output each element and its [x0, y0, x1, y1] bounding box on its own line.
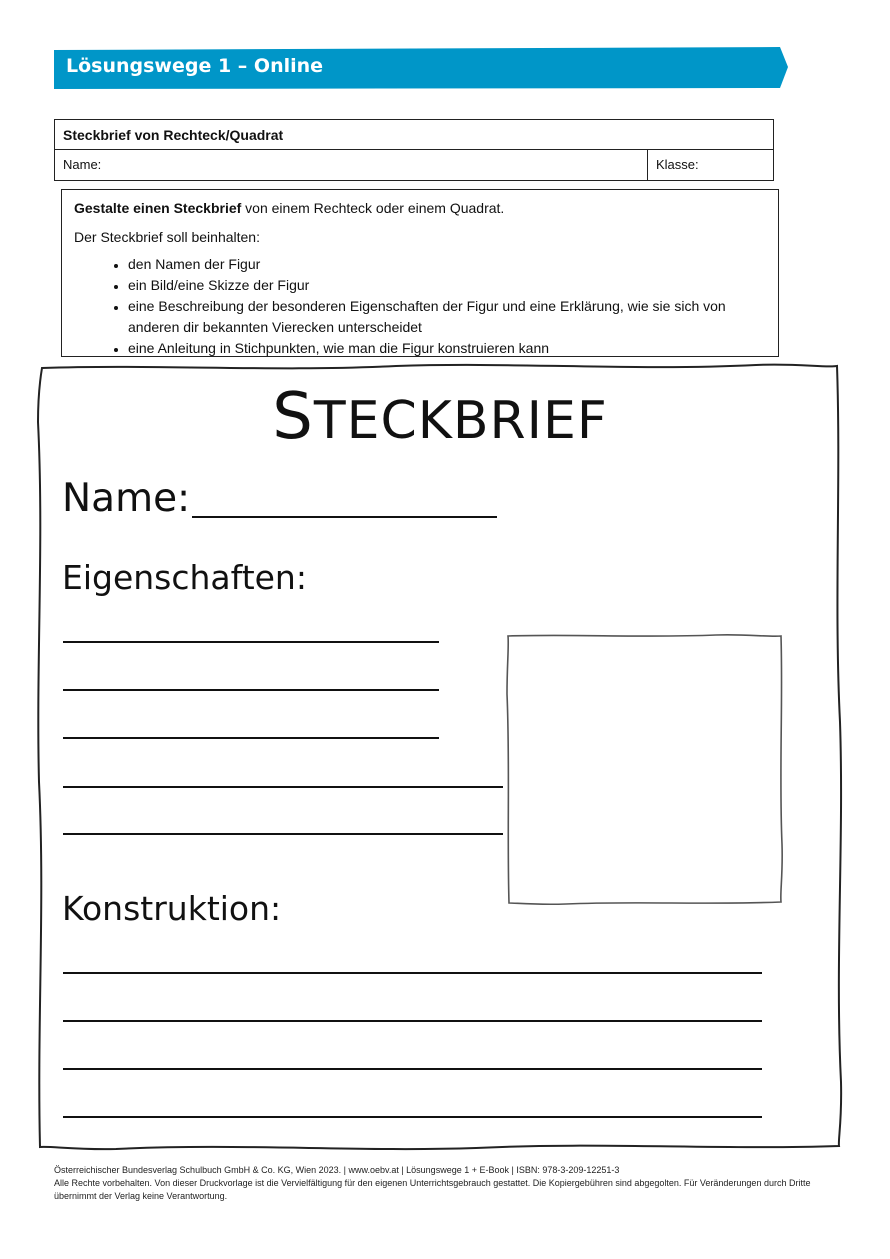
- task-list-item: • den Namen der Figur: [128, 254, 766, 275]
- header-title: Lösungswege 1 – Online: [66, 55, 324, 77]
- name-answer-line[interactable]: [192, 516, 497, 518]
- task-list-intro: Der Steckbrief soll beinhalten:: [74, 229, 260, 245]
- sketch-box-frame: [506, 634, 784, 906]
- task-intro: [74, 199, 766, 218]
- footer-rights: Alle Rechte vorbehalten. Von dieser Druckvorlage ist die Vervielfältigung für den eigenen Unterrichtsgebrauch gestattet. Die Kopiergebühren sind abgegolten. Für Veränderungen durch Dritte übernimmt der Verlag keine Verantwortung.: [54, 1178, 811, 1201]
- info-table: [54, 119, 774, 181]
- class-field[interactable]: Klasse:: [656, 157, 699, 172]
- poster-title-rest: TECKBRIEF: [313, 391, 608, 451]
- poster-title-first: S: [272, 380, 314, 454]
- task-box: [61, 189, 779, 357]
- poster-name-label: Name:: [62, 476, 191, 521]
- construction-answer-line[interactable]: [63, 972, 762, 974]
- properties-answer-line[interactable]: [63, 833, 503, 835]
- student-name-field[interactable]: Name:: [55, 150, 648, 180]
- footer-publisher: Österreichischer Bundesverlag Schulbuch GmbH & Co. KG, Wien 2023. | www.oebv.at | Lösungswege 1 + E-Book | ISBN: 978-3-209-12251-3: [54, 1165, 620, 1175]
- wanted-poster: [36, 362, 844, 1152]
- worksheet-title: Steckbrief von Rechteck/Quadrat: [55, 120, 773, 150]
- sketch-box[interactable]: [506, 634, 784, 906]
- footer: [54, 1164, 834, 1203]
- task-intro-bold: Gestalte einen Steckbrief: [74, 200, 242, 216]
- header-banner: [54, 47, 788, 89]
- task-list-item: • eine Anleitung in Stichpunkten, wie man die Figur konstruieren kann: [128, 338, 766, 357]
- task-list-item: • ein Bild/eine Skizze der Figur: [128, 275, 766, 296]
- info-row: [55, 150, 773, 180]
- properties-answer-line[interactable]: [63, 737, 439, 739]
- construction-answer-line[interactable]: [63, 1068, 762, 1070]
- properties-label: Eigenschaften:: [62, 558, 307, 597]
- properties-answer-line[interactable]: [63, 786, 503, 788]
- construction-answer-line[interactable]: [63, 1020, 762, 1022]
- poster-title: [36, 380, 844, 454]
- task-intro-rest: von einem Rechteck oder einem Quadrat.: [241, 200, 505, 216]
- construction-label: Konstruktion:: [62, 889, 282, 928]
- task-list: [74, 254, 766, 357]
- construction-answer-line[interactable]: [63, 1116, 762, 1118]
- properties-answer-line[interactable]: [63, 641, 439, 643]
- task-list-item: • eine Beschreibung der besonderen Eigenschaften der Figur und eine Erklärung, wie sie sich von anderen dir bekannten Vierecken unterscheidet: [128, 296, 766, 338]
- properties-answer-line[interactable]: [63, 689, 439, 691]
